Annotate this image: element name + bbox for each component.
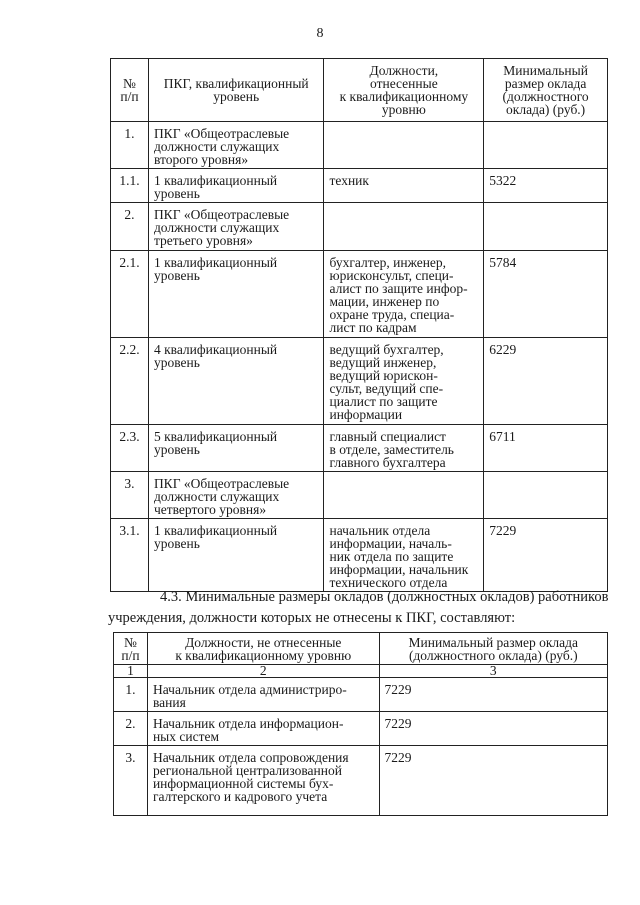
pkg-level-cell: ПКГ «Общеотраслевые должности служащих четвертого уровня» <box>148 472 324 519</box>
paragraph-line: 4.3. Минимальные размеры окладов (должностных окладов) работников <box>160 589 609 605</box>
column-index: 1 <box>114 665 148 678</box>
header-min-salary: Минимальный размер оклада (должностного оклада) (руб.) <box>484 59 608 122</box>
column-index: 3 <box>379 665 607 678</box>
row-number: 1. <box>114 678 148 712</box>
paragraph-line: учреждения, должности которых не отнесены к ПКГ, составляют: <box>108 610 516 626</box>
salary-cell: 7229 <box>484 519 608 592</box>
table-header-row <box>114 633 608 665</box>
position-cell: Начальник отдела информацион- ных систем <box>147 712 379 746</box>
positions-cell: техник <box>324 169 484 203</box>
header-number: № п/п <box>111 59 149 122</box>
positions-cell <box>324 203 484 251</box>
table-row <box>111 251 608 338</box>
header-number: № п/п <box>114 633 148 665</box>
table-row <box>114 712 608 746</box>
page-number: 8 <box>316 26 324 41</box>
pkg-level-cell: 1 квалификационный уровень <box>148 169 324 203</box>
positions-cell: главный специалист в отделе, заместитель главного бухгалтера <box>324 425 484 472</box>
table-row <box>111 203 608 251</box>
non-pkg-salary-table <box>113 632 608 816</box>
column-index: 2 <box>147 665 379 678</box>
pkg-salary-table <box>110 58 608 592</box>
table-header-row <box>111 59 608 122</box>
pkg-level-cell: 1 квалификационный уровень <box>148 519 324 592</box>
row-number: 2. <box>111 203 149 251</box>
table-row <box>111 338 608 425</box>
column-index-row <box>114 665 608 678</box>
salary-cell: 7229 <box>379 746 607 816</box>
row-number: 2.1. <box>111 251 149 338</box>
position-cell: Начальник отдела администриро- вания <box>147 678 379 712</box>
header-position-not-assigned: Должности, не отнесенные к квалификационному уровню <box>147 633 379 665</box>
pkg-level-cell: 5 квалификационный уровень <box>148 425 324 472</box>
row-number: 3. <box>111 472 149 519</box>
pkg-level-cell: 4 квалификационный уровень <box>148 338 324 425</box>
salary-cell: 5784 <box>484 251 608 338</box>
salary-cell <box>484 122 608 169</box>
salary-cell: 6229 <box>484 338 608 425</box>
row-number: 2.3. <box>111 425 149 472</box>
row-number: 3.1. <box>111 519 149 592</box>
table-row <box>114 746 608 816</box>
row-number: 2.2. <box>111 338 149 425</box>
table-row <box>111 472 608 519</box>
positions-cell <box>324 122 484 169</box>
salary-cell: 7229 <box>379 678 607 712</box>
pkg-level-cell: ПКГ «Общеотраслевые должности служащих третьего уровня» <box>148 203 324 251</box>
salary-cell: 7229 <box>379 712 607 746</box>
salary-cell <box>484 203 608 251</box>
positions-cell: бухгалтер, инженер, юрисконсульт, специ- алист по защите инфор- мации, инженер по охране труда, специа- лист по кадрам <box>324 251 484 338</box>
table-row <box>111 122 608 169</box>
pkg-level-cell: 1 квалификационный уровень <box>148 251 324 338</box>
table-row <box>114 678 608 712</box>
row-number: 3. <box>114 746 148 816</box>
row-number: 1. <box>111 122 149 169</box>
header-positions: Должности, отнесенные к квалификационному уровню <box>324 59 484 122</box>
position-cell: Начальник отдела сопровождения региональной централизованной информационной системы бух- галтерского и кадрового учета <box>147 746 379 816</box>
header-min-salary: Минимальный размер оклада (должностного оклада) (руб.) <box>379 633 607 665</box>
positions-cell <box>324 472 484 519</box>
table-row <box>111 169 608 203</box>
salary-cell: 6711 <box>484 425 608 472</box>
table-row <box>111 425 608 472</box>
salary-cell: 5322 <box>484 169 608 203</box>
pkg-level-cell: ПКГ «Общеотраслевые должности служащих второго уровня» <box>148 122 324 169</box>
row-number: 1.1. <box>111 169 149 203</box>
section-4-3-paragraph <box>108 587 614 629</box>
row-number: 2. <box>114 712 148 746</box>
positions-cell: ведущий бухгалтер, ведущий инженер, ведущий юрискон- сульт, ведущий спе- циалист по защите информации <box>324 338 484 425</box>
table-row <box>111 519 608 592</box>
positions-cell: начальник отдела информации, началь- ник отдела по защите информации, начальник технического отдела <box>324 519 484 592</box>
salary-cell <box>484 472 608 519</box>
header-pkg-level: ПКГ, квалификационный уровень <box>148 59 324 122</box>
